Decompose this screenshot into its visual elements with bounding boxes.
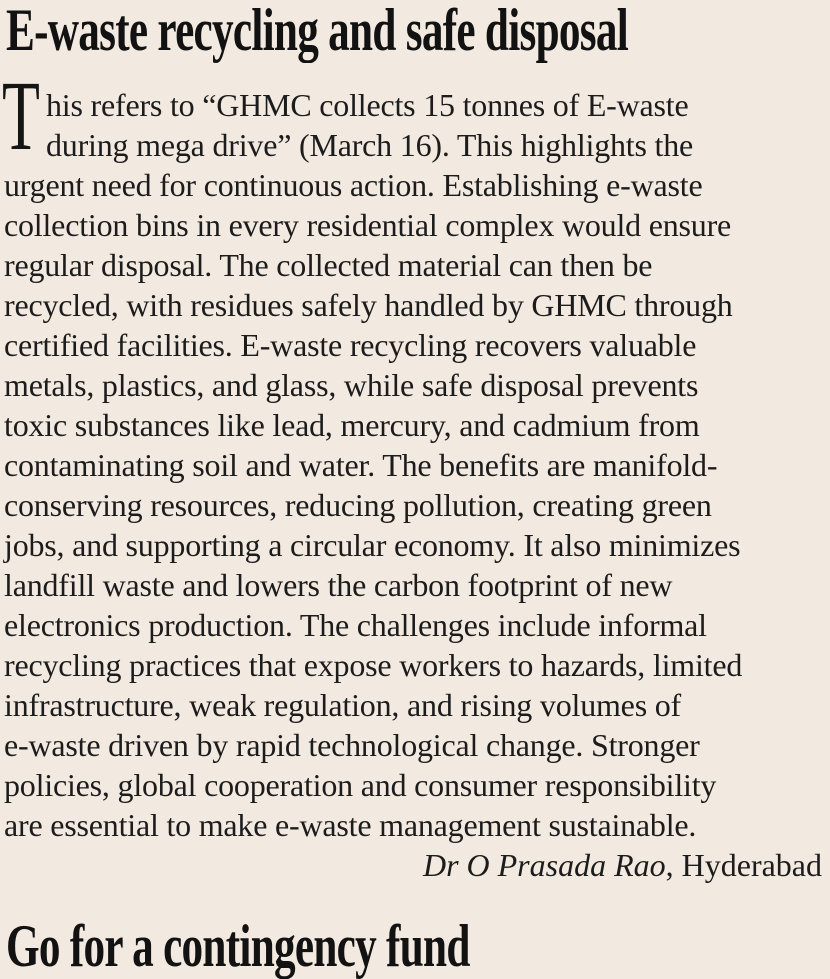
letter-body [4,85,828,845]
body-line: policies, global cooperation and consumer responsibility [4,767,717,803]
signature-line [4,845,822,885]
signature-location: , Hyderabad [665,847,822,883]
signature-author: Dr O Prasada Rao [422,847,666,883]
body-line: e-waste driven by rapid technological change. Stronger [4,727,700,763]
body-line: contaminating soil and water. The benefits are manifold- [4,447,718,483]
body-line: jobs, and supporting a circular economy. It also minimizes [4,527,741,563]
body-line: collection bins in every residential complex would ensure [4,207,732,243]
body-line: urgent need for continuous action. Establishing e-waste [4,167,703,203]
body-line: during mega drive” (March 16). This highlights the [46,127,694,163]
body-line: toxic substances like lead, mercury, and cadmium from [4,407,700,443]
drop-cap: T [2,60,40,171]
body-line: landfill waste and lowers the carbon footprint of new [4,567,673,603]
body-line: electronics production. The challenges include informal [4,607,707,643]
body-line: certified facilities. E-waste recycling recovers valuable [4,327,697,363]
body-line: infrastructure, weak regulation, and rising volumes of [4,687,681,723]
body-line: are essential to make e-waste management sustainable. [4,807,697,843]
body-line: recycled, with residues safely handled by GHMC through [4,287,733,323]
body-line: his refers to “GHMC collects 15 tonnes of E-waste [46,87,689,123]
body-line: metals, plastics, and glass, while safe disposal prevents [4,367,699,403]
body-line: recycling practices that expose workers to hazards, limited [4,647,743,683]
body-line: conserving resources, reducing pollution, creating green [4,487,712,523]
letter-headline: E-waste recycling and safe disposal [6,0,629,63]
next-letter-headline: Go for a contingency fund [6,913,470,979]
body-line: regular disposal. The collected material can then be [4,247,653,283]
